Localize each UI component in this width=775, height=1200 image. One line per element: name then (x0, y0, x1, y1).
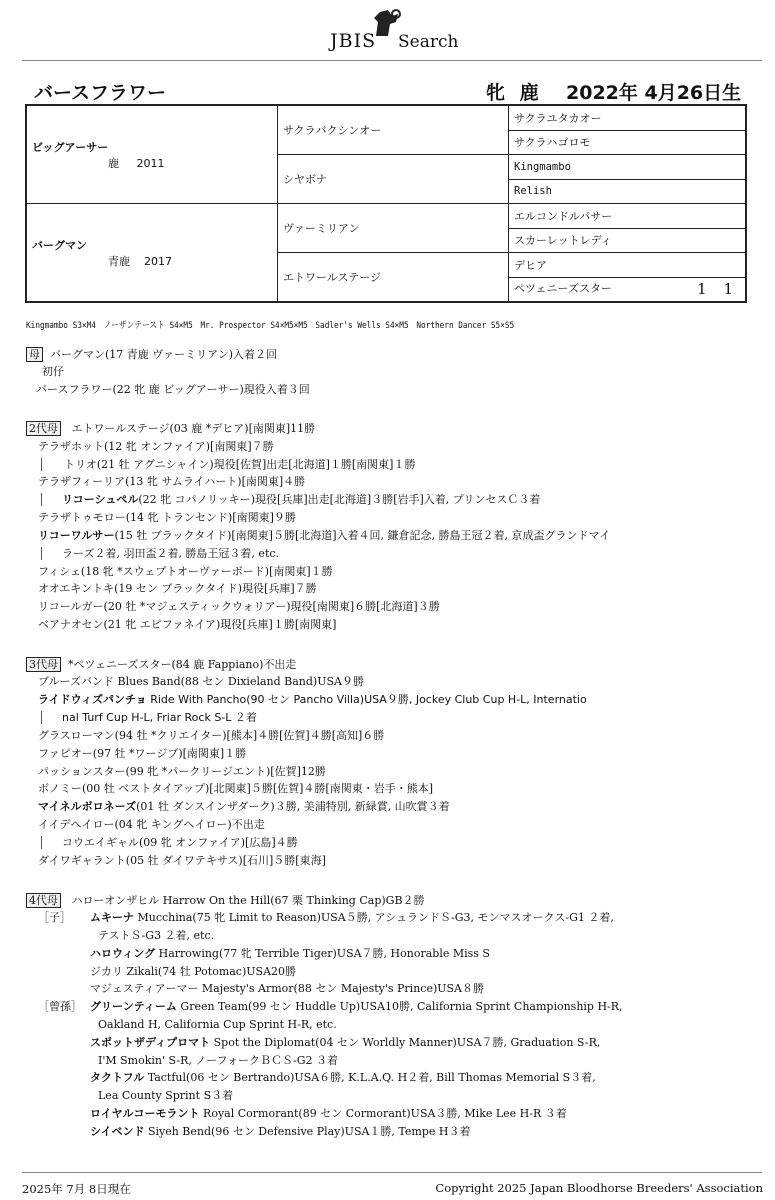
g2-line-4-text: (22 牝 コパノリッキー)現役[兵庫]出走[北海道]３勝[岩手]入着, プリンセスＣ３着 (138, 493, 541, 506)
logo-search-text: Search (398, 32, 459, 52)
logo-jbis-text: JBIS (330, 30, 377, 52)
sire-detail: 鹿 2011 (108, 156, 165, 170)
g2-label: 2代母 (26, 421, 61, 436)
indent-bar (41, 547, 42, 560)
sire-name: ビッグアーサー (32, 140, 109, 154)
inbreeding-line: Kingmambo S3×M4 ノーザンテースト S4×M5 Mr. Prospector S4×M5×M5 Sadler's Wells S4×M5 Northern Dancer S5×S5 (26, 321, 515, 331)
g3-line-10[interactable]: コウエイギャル(09 牝 オンファイア)[広島]４勝 (62, 836, 298, 849)
g2-line-2[interactable]: トリオ(21 牡 アグニシャイン)現役[佐賀]出走[北海道]１勝[南関東]１勝 (64, 458, 416, 471)
g3-line-7[interactable]: ボノミー(00 牡 ベストタイアップ)[北関東]５勝[佐賀]４勝[南関東・岩手・熊本] (38, 782, 433, 795)
dam-name: バーグマン (32, 238, 87, 252)
g2-line-5[interactable]: テラザトゥモロー(14 牝 トランセンド)[南関東]９勝 (38, 511, 296, 524)
g3-line-8[interactable] (38, 800, 450, 814)
g3-line-2-bold: ライドウィズパンチョ (38, 693, 147, 706)
g3-line-2[interactable] (38, 693, 587, 707)
g4-line-3[interactable] (90, 947, 490, 961)
g3-line-8-text: (01 牡 ダンスインザダーク)３勝, 美浦特別, 新緑賞, 山吹賞３着 (136, 800, 450, 813)
g4-line-1-text: Mucchina(75 牝 Limit to Reason)USA５勝, アシュランドＳ-G3, モンマスオークス-G1 ２着, (134, 911, 614, 924)
pedigree-gen3-8[interactable] (509, 277, 747, 302)
dam-line-3[interactable]: バースフラワー(22 牝 鹿 ビッグアーサー)現役入着３回 (36, 383, 310, 396)
g3-line-8-bold: マイネルボロネーズ (38, 800, 137, 813)
pedigree-sire[interactable] (26, 105, 278, 204)
g3-section-head (26, 657, 296, 672)
g4-line-6[interactable] (90, 1000, 623, 1014)
pedigree-gen3-4[interactable]: Relish (509, 179, 747, 204)
g2-section-head (26, 421, 315, 436)
pedigree-gen3-7[interactable]: デヒア (509, 253, 747, 278)
indent-bar (41, 836, 42, 849)
g4-line-12-bold: ロイヤルコーモラント (90, 1107, 200, 1120)
dam-line-1[interactable]: バーグマン(17 青鹿 ヴァーミリアン)入着２回 (50, 348, 278, 361)
g2-line-7: ラーズ２着, 羽田盃２着, 勝島王冠３着, etc. (62, 547, 280, 560)
g3-line-11[interactable]: ダイワギャラント(05 牡 ダイワテキサス)[石川]５勝[東海] (38, 854, 326, 867)
g4-line-6-text: Green Team(99 セン Huddle Up)USA10勝, California Sprint Championship H-R, (176, 1000, 623, 1013)
pedigree-gen2-2[interactable]: シヤボナ (278, 155, 509, 204)
g4-grand-label: ［曾孫］ (38, 1000, 82, 1013)
pedigree-gen3-1[interactable]: サクラユタカオー (509, 105, 747, 130)
pedigree-table (25, 104, 747, 303)
g4-line-9: I'M Smokin' S-R, ノーフォークＢＣＳ-G2 ３着 (98, 1054, 339, 1067)
g2-line-6-bold: リコーワルサー (38, 529, 115, 542)
g4-line-8-text: Spot the Diplomat(04 セン Worldly Manner)USA７勝, Graduation S-R, (210, 1036, 601, 1049)
g2-line-10[interactable]: リコールガー(20 牡 *マジェスティックウォリアー)現役[南関東]６勝[北海道]３勝 (38, 600, 440, 613)
g4-line-6-bold: グリーンティーム (90, 1000, 177, 1013)
g4-line-5[interactable]: マジェスティアーマー Majesty's Armor(88 セン Majesty's Prince)USA８勝 (90, 982, 484, 995)
g4-line-13-text: Siyeh Bend(96 セン Defensive Play)USA１勝, Tempe H３着 (144, 1125, 471, 1138)
g3-line-6[interactable]: パッションスター(99 牝 *パークリージエント)[佐賀]12勝 (38, 765, 326, 778)
header-divider (22, 60, 762, 61)
g3-line-9[interactable]: イイデヘイロー(04 牝 キングヘイロー)不出走 (38, 818, 265, 831)
footer-divider (22, 1172, 762, 1173)
g4-line-10-bold: タクトフル (90, 1071, 145, 1084)
dam-section-head (26, 347, 277, 362)
pedigree-gen3-3[interactable]: Kingmambo (509, 155, 747, 180)
g4-line-3-bold: ハロウィング (90, 947, 156, 960)
g4-line-2: テストＳ-G3 ２着, etc. (98, 929, 215, 942)
g4-line-10-text: Tactful(06 セン Bertrando)USA６勝, K.L.A.Q. H２着, Bill Thomas Memorial S３着, (144, 1071, 596, 1084)
g4-child-label: ［子］ (38, 911, 71, 924)
horse-birth: 2022年 4月26日生 (566, 82, 742, 104)
g3-line-3: nal Turf Cup H-L, Friar Rock S-L ２着 (62, 711, 257, 724)
g4-line-1-bold: ムキーナ (90, 911, 134, 924)
g2-line-6[interactable] (38, 529, 610, 543)
g4-line-1[interactable] (90, 911, 614, 925)
g4-label: 4代母 (26, 893, 61, 908)
g2-line-4[interactable] (62, 493, 540, 507)
pedigree-gen3-6[interactable]: スカーレットレディ (509, 228, 747, 253)
pedigree-gen2-4[interactable]: エトワールステージ (278, 253, 509, 303)
indent-bar (41, 493, 42, 506)
pedigree-gen3-5[interactable]: エルコンドルパサー (509, 204, 747, 229)
g4-line-11: Lea County Sprint S３着 (98, 1089, 234, 1102)
g4-section-head (26, 893, 425, 908)
footer-date: 2025年 7月 8日現在 (22, 1182, 131, 1196)
g3-line-4[interactable]: グラスローマン(94 牡 *クリエイター)[熊本]４勝[佐賀]４勝[高知]６勝 (38, 729, 385, 742)
g2-line-6-text: (15 牡 ブラックタイド)[南関東]５勝[北海道]入着４回, 鎌倉記念, 勝島王冠２着, 京成盃グランドマイ (114, 529, 611, 542)
dam-detail: 青鹿 2017 (108, 254, 172, 268)
g3-line-5[interactable]: ファピオー(97 牡 *ワージブ)[南関東]１勝 (38, 747, 247, 760)
g2-line-1[interactable]: テラザホット(12 牝 オンファイア)[南関東]７勝 (38, 440, 274, 453)
jbis-logo[interactable] (330, 8, 460, 54)
g3-head[interactable]: *ペツェニーズスター(84 鹿 Fappiano)不出走 (68, 658, 297, 671)
g2-head[interactable]: エトワールステージ(03 鹿 *デヒア)[南関東]11勝 (71, 422, 316, 435)
g4-line-12[interactable] (90, 1107, 567, 1121)
horse-sex-color: 牝 鹿 (486, 82, 543, 104)
pedigree-gen3-2[interactable]: サクラハゴロモ (509, 130, 747, 155)
g4-line-8[interactable] (90, 1036, 600, 1050)
g2-line-9[interactable]: オオエキントキ(19 セン ブラックタイド)現役[兵庫]７勝 (38, 582, 317, 595)
g3-label: 3代母 (26, 657, 61, 672)
g4-head[interactable]: ハローオンザヒル Harrow On the Hill(67 栗 Thinking Cap)GB２勝 (71, 894, 425, 907)
g4-line-13[interactable] (90, 1125, 470, 1139)
g3-line-2-text: Ride With Pancho(90 セン Pancho Villa)USA９勝, Jockey Club Cup H-L, Internatio (150, 693, 587, 706)
pedigree-dam[interactable] (26, 204, 278, 303)
g2-line-3[interactable]: テラザフィーリア(13 牝 サムライハート)[南関東]４勝 (38, 475, 306, 488)
g4-line-10[interactable] (90, 1071, 596, 1085)
indent-bar (41, 711, 42, 724)
g4-line-4[interactable]: ジカリ Zikali(74 牡 Potomac)USA20勝 (90, 965, 297, 978)
family-number: 1 1 (697, 280, 739, 299)
dam-label: 母 (26, 347, 43, 362)
footer-copyright: Copyright 2025 Japan Bloodhorse Breeders' Association (435, 1181, 763, 1195)
g4-line-3-text: Harrowing(77 牝 Terrible Tiger)USA７勝, Honorable Miss S (155, 947, 490, 960)
horse-name: バースフラワー (34, 82, 167, 104)
g2-line-8[interactable]: フィシェ(18 牝 *スウェプトオーヴァーボード)[南関東]１勝 (38, 565, 333, 578)
pedigree-gen2-3[interactable]: ヴァーミリアン (278, 204, 509, 253)
g4-line-12-text: Royal Cormorant(89 セン Cormorant)USA３勝, Mike Lee H-R ３着 (199, 1107, 567, 1120)
gen3-8-name: ペツェニーズスター (514, 282, 613, 296)
g4-line-7: Oakland H, California Cup Sprint H-R, etc. (98, 1018, 337, 1031)
g4-line-13-bold: シイベンド (90, 1125, 145, 1138)
dam-line-2: 初仔 (42, 365, 64, 378)
g2-line-11[interactable]: ベアナオセン(21 牝 エピファネイア)現役[兵庫]１勝[南関東] (38, 618, 337, 631)
g3-line-1[interactable]: ブルーズバンド Blues Band(88 セン Dixieland Band)USA９勝 (38, 675, 364, 688)
pedigree-gen2-1[interactable]: サクラバクシンオー (278, 105, 509, 155)
g4-line-8-bold: スポットザディプロマト (90, 1036, 211, 1049)
g2-line-4-bold: リコーシュペル (62, 493, 139, 506)
indent-bar (41, 458, 42, 471)
